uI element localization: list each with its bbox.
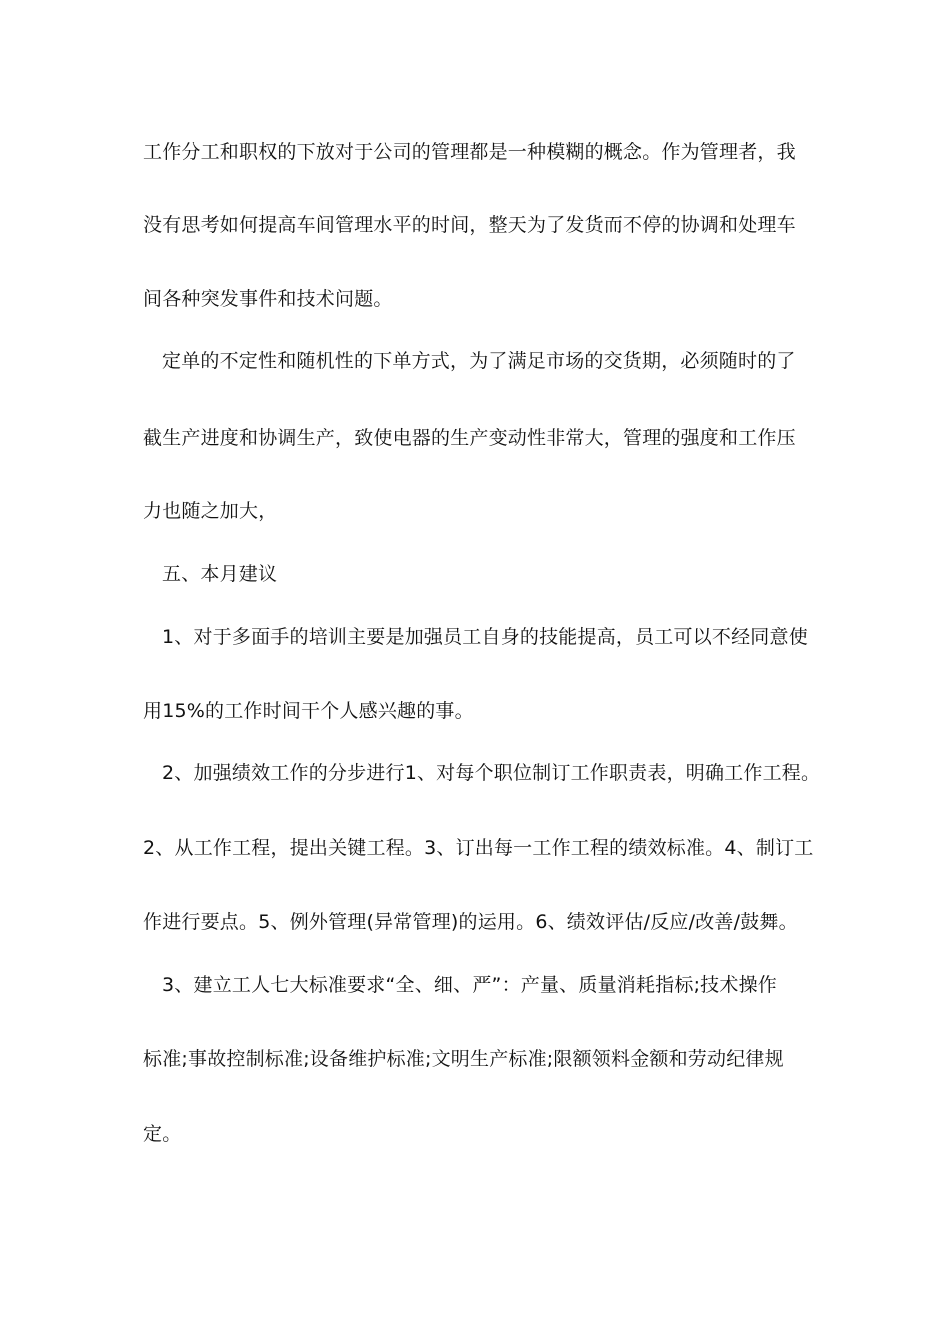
suggestion-2-line-2: 2、从工作工程，提出关键工程。3、订出每一工作工程的绩效标准。4、制订工: [143, 837, 814, 859]
suggestion-3-line-2: 标准;事故控制标准;设备维护标准;文明生产标准;限额领料金额和劳动纪律规: [143, 1048, 784, 1070]
suggestion-2-line-1: 2、加强绩效工作的分步进行1、对每个职位制订工作职责表，明确工作工程。: [162, 762, 821, 784]
body-line-2: 没有思考如何提高车间管理水平的时间，整天为了发货而不停的协调和处理车: [143, 214, 796, 236]
body-line-3: 间各种突发事件和技术问题。: [143, 288, 393, 310]
suggestion-2-line-3: 作进行要点。5、例外管理(异常管理)的运用。6、绩效评估/反应/改善/鼓舞。: [143, 911, 798, 933]
body-line-4: 定单的不定性和随机性的下单方式，为了满足市场的交货期，必须随时的了: [162, 350, 796, 372]
suggestion-1-line-1: 1、对于多面手的培训主要是加强员工自身的技能提高，员工可以不经同意使: [162, 626, 808, 648]
body-line-6: 力也随之加大，: [143, 500, 278, 522]
suggestion-3-line-3: 定。: [143, 1123, 182, 1145]
section-heading-suggestions: 五、本月建议: [162, 563, 278, 585]
body-line-5: 截生产进度和协调生产，致使电器的生产变动性非常大，管理的强度和工作压: [143, 427, 796, 449]
body-line-1: 工作分工和职权的下放对于公司的管理都是一种模糊的概念。作为管理者，我: [143, 141, 796, 163]
suggestion-3-line-1: 3、建立工人七大标准要求“全、细、严”：产量、质量消耗指标;技术操作: [162, 974, 777, 996]
suggestion-1-line-2: 用15%的工作时间干个人感兴趣的事。: [143, 700, 474, 722]
